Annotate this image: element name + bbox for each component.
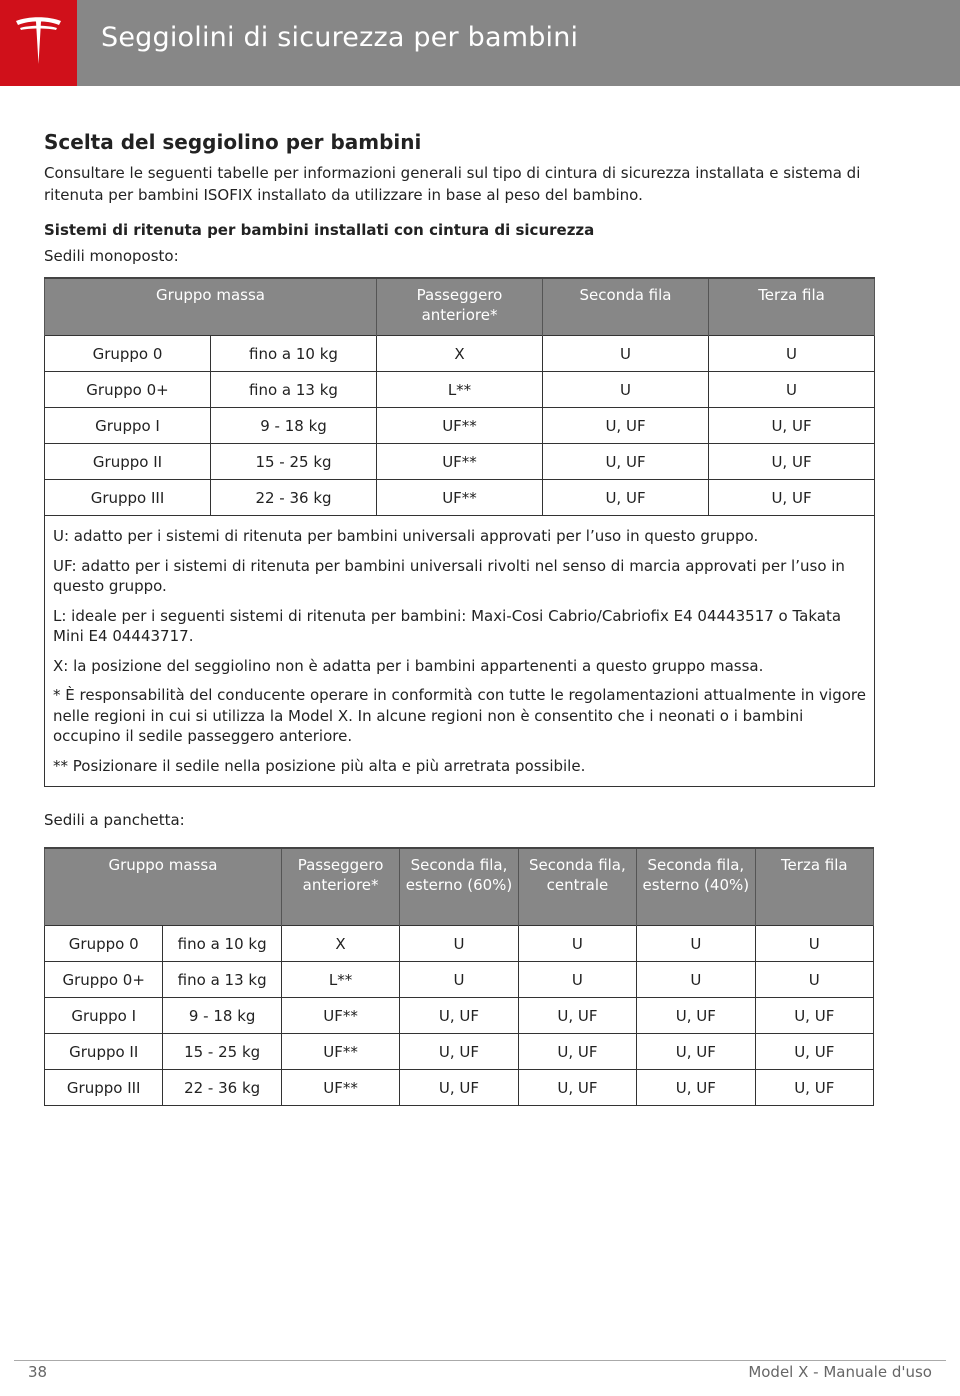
table-cell: U, UF [709,480,875,516]
table-cell: U [400,962,518,998]
bench-seats-label: Sedili a panchetta: [44,811,185,829]
table-cell: X [377,336,543,372]
footer-divider [14,1360,946,1361]
header-cell: Passeggero anteriore* [281,848,399,926]
header-cell: Gruppo massa [45,848,282,926]
brand-logo [0,0,77,86]
note-text: UF: adatto per i sistemi di ritenuta per bambini universali rivolti nel senso di marcia approvati per l’uso in questo gruppo. [53,556,845,595]
table-cell: Gruppo II [45,1034,163,1070]
table-cell: Gruppo I [45,998,163,1034]
table-cell: U, UF [543,444,709,480]
table-cell: UF** [377,480,543,516]
note-text: * È responsabilità del conducente operare in conformità con tutte le regolamentazioni attualmente in vigore nelle regioni in cui si utilizza la Model X. In alcune regioni non è consentito che i neonati o i bambini occupino il sedile passeggero anteriore. [53,686,866,745]
table-row [45,372,875,408]
header-cell: Seconda fila, esterno (40%) [637,848,755,926]
table-row [45,1034,874,1070]
table-row [45,480,875,516]
single-seats-table [44,277,875,787]
table-cell: 9 - 18 kg [163,998,281,1034]
table-cell: Gruppo III [45,1070,163,1106]
table-cell: U [637,926,755,962]
header-cell: Terza fila [755,848,873,926]
table-cell: U [518,926,636,962]
page-number: 38 [28,1363,48,1381]
table-cell: U [637,962,755,998]
table-cell: UF** [377,444,543,480]
section-title: Scelta del seggiolino per bambini [44,130,422,154]
intro-paragraph: Consultare le seguenti tabelle per informazioni generali sul tipo di cintura di sicurezza installata e sistema di ritenuta per bambini ISOFIX installato da utilizzare in base al peso del bambino. [44,164,861,204]
table-cell: U, UF [637,1070,755,1106]
header-cell: Passeggero anteriore* [377,278,543,336]
table-cell: UF** [377,408,543,444]
footer-doc-title: Model X - Manuale d'uso [748,1363,932,1381]
notes-row [45,516,875,787]
subsection-title: Sistemi di ritenuta per bambini installati con cintura di sicurezza [44,221,595,239]
table-cell: U [400,926,518,962]
table-cell: U, UF [709,408,875,444]
header-cell: Seconda fila, centrale [518,848,636,926]
table-cell: Gruppo I [45,408,211,444]
table-row [45,1070,874,1106]
header-cell: Gruppo massa [45,278,377,336]
table-cell: Gruppo 0+ [45,372,211,408]
table-cell: UF** [281,998,399,1034]
note-text: L: ideale per i seguenti sistemi di ritenuta per bambini: Maxi-Cosi Cabrio/Cabriofix E4 04443517 o Takata Mini E4 04443717. [53,606,842,645]
table-cell: U, UF [709,444,875,480]
note-text: X: la posizione del seggiolino non è adatta per i bambini appartenenti a questo gruppo massa. [53,656,764,675]
table-cell: U, UF [400,1070,518,1106]
table-row [45,444,875,480]
table-cell: U, UF [755,1070,873,1106]
table-cell: U [755,962,873,998]
table-cell: 15 - 25 kg [163,1034,281,1070]
table-cell: U, UF [543,408,709,444]
table-cell: UF** [281,1070,399,1106]
table-cell: L** [377,372,543,408]
table-cell: Gruppo III [45,480,211,516]
table-cell: fino a 13 kg [163,962,281,998]
table-cell: 22 - 36 kg [163,1070,281,1106]
table-cell: U [755,926,873,962]
header-cell: Seconda fila, esterno (60%) [400,848,518,926]
table-cell: U [709,372,875,408]
table-cell: fino a 10 kg [211,336,377,372]
table-cell: Gruppo 0 [45,336,211,372]
table-cell: U, UF [518,1034,636,1070]
table-cell: U, UF [637,998,755,1034]
table-cell: U, UF [543,480,709,516]
page-header [0,0,960,86]
table-cell: L** [281,962,399,998]
page-header-title: Seggiolini di sicurezza per bambini [101,22,579,53]
table-row [45,408,875,444]
table-cell: 22 - 36 kg [211,480,377,516]
table-header-row [45,278,875,336]
main-content [44,130,874,1106]
table-cell: U, UF [755,998,873,1034]
table-cell: U [543,336,709,372]
table-cell: U [518,962,636,998]
table-cell: U, UF [400,1034,518,1070]
note-text: U: adatto per i sistemi di ritenuta per bambini universali approvati per l’uso in questo gruppo. [53,527,759,545]
header-cell: Seconda fila [543,278,709,336]
single-seats-label: Sedili monoposto: [44,247,179,265]
bench-seats-table [44,847,874,1106]
table-cell: U, UF [755,1034,873,1070]
notes-cell [45,516,875,787]
table-row [45,336,875,372]
table-cell: fino a 10 kg [163,926,281,962]
table-cell: Gruppo 0 [45,926,163,962]
table-cell: 15 - 25 kg [211,444,377,480]
table-cell: U [543,372,709,408]
table-cell: U, UF [518,1070,636,1106]
table-cell: X [281,926,399,962]
table-cell: Gruppo 0+ [45,962,163,998]
tesla-logo-icon [14,17,63,67]
table-cell: 9 - 18 kg [211,408,377,444]
table-header-row [45,848,874,926]
table-cell: Gruppo II [45,444,211,480]
table-cell: U, UF [400,998,518,1034]
table-cell: U, UF [637,1034,755,1070]
table-cell: fino a 13 kg [211,372,377,408]
header-cell: Terza fila [709,278,875,336]
table-row [45,998,874,1034]
table-row [45,962,874,998]
note-text: ** Posizionare il sedile nella posizione più alta e più arretrata possibile. [53,756,586,775]
table-cell: U [709,336,875,372]
table-row [45,926,874,962]
table-cell: UF** [281,1034,399,1070]
table-cell: U, UF [518,998,636,1034]
